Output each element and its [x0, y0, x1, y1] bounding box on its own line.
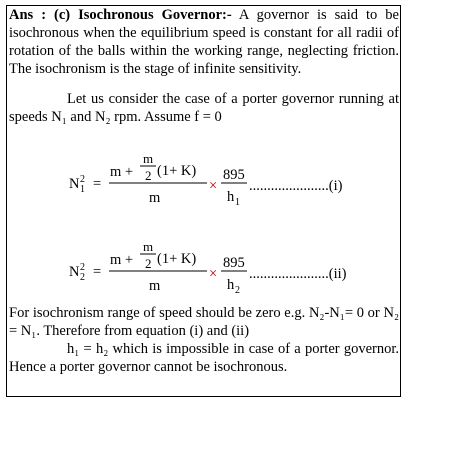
eq1-lhs-sup: 2 [80, 174, 85, 185]
eq1-den2-sub: 1 [235, 197, 240, 208]
eq2-paren: (1+ K) [157, 251, 197, 267]
conclusion-line-1: For isochronism range of speed should be zero e.g. N₂-N₁= 0 or N₂ = N₁. Therefore from equation (i) and (ii) [9, 305, 399, 339]
equation-2 [7, 242, 397, 298]
eq1-tail: ......................(i) [249, 178, 343, 194]
equation-1 [7, 154, 397, 210]
eq2-frac-bot: 2 [145, 256, 152, 271]
eq1-den: m [149, 190, 161, 206]
eq1-equals: = [93, 176, 102, 192]
eq1-num2: 895 [223, 167, 245, 183]
conclusion-line-2: h₁ = h₂ which is impossible in case of a porter governor. Hence a porter governor cannot be isochronous. [9, 341, 399, 375]
eq2-lhs-sub: 2 [80, 272, 85, 283]
definition-text: A governor is said to be isochronous when the equilibrium speed is constant for all radii of rotation of the balls within the working range, neglecting friction. The isochronism is the stage of infinite sensitivity. [9, 7, 399, 77]
conclusion-paragraph [9, 304, 399, 376]
eq2-num-m: m + [110, 252, 134, 268]
eq2-den2-base: h [227, 277, 235, 293]
eq2-equals: = [93, 264, 102, 280]
eq2-den: m [149, 278, 161, 294]
eq2-den2-sub: 2 [235, 285, 240, 296]
eq1-paren: (1+ K) [157, 163, 197, 179]
eq1-frac-bot: 2 [145, 168, 152, 183]
eq2-num2: 895 [223, 255, 245, 271]
case-paragraph [9, 90, 399, 126]
answer-label: Ans : (c) Isochronous Governor:- [9, 7, 232, 23]
eq1-num-m: m + [110, 164, 134, 180]
eq1-lhs-base: N [69, 176, 80, 192]
eq1-lhs-sub: 1 [80, 184, 85, 195]
eq1-den2-base: h [227, 189, 235, 205]
eq2-frac-top: m [143, 242, 154, 254]
eq2-tail: ......................(ii) [249, 266, 347, 282]
eq2-lhs-sup: 2 [80, 262, 85, 273]
eq1-times: × [209, 178, 218, 194]
eq1-frac-top: m [143, 154, 154, 166]
eq2-lhs-base: N [69, 264, 80, 280]
eq2-times: × [209, 266, 218, 282]
definition-paragraph [9, 6, 399, 78]
case-text: Let us consider the case of a porter governor running at speeds N₁ and N₂ rpm. Assume f = 0 [9, 91, 399, 125]
answer-box [6, 5, 401, 397]
